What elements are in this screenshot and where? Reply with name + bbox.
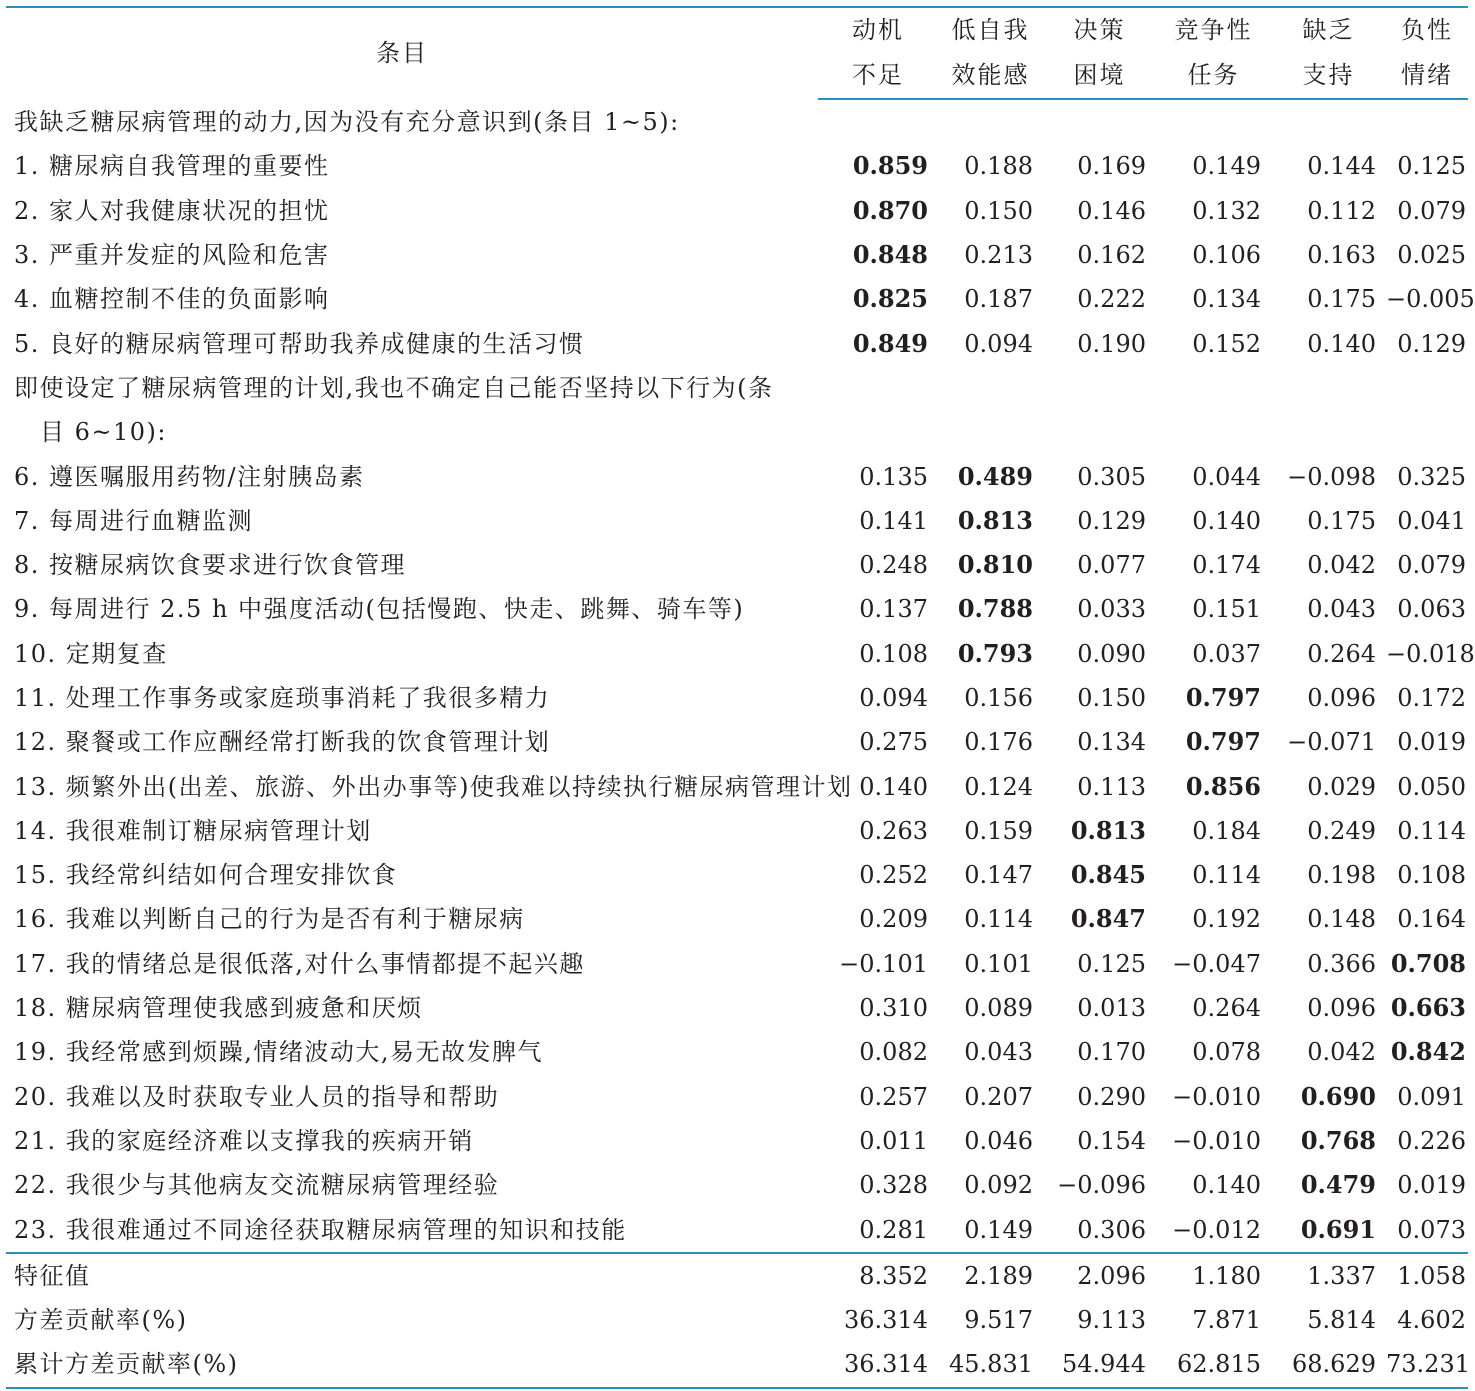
loading-cell: [1386, 942, 1468, 986]
item-label: 10. 定期复查: [14, 639, 168, 668]
loading-cell: [1271, 1163, 1386, 1207]
column-header-competing-tasks-line2: 任务: [1156, 53, 1271, 99]
loading-cell: −0.101: [839, 949, 928, 978]
loading-cell: 0.140: [859, 772, 928, 801]
loading-cell: 0.290: [1077, 1082, 1146, 1111]
loading-cell: 0.281: [859, 1215, 928, 1244]
summary-value: 5.814: [1307, 1306, 1376, 1335]
loading-cell: 0.091: [1397, 1082, 1466, 1111]
summary-value: 8.352: [818, 1253, 938, 1298]
empty-cell: [1386, 99, 1468, 144]
loading-cell: 0.140: [1307, 329, 1376, 358]
summary-value: 9.517: [964, 1306, 1033, 1335]
loading-cell: 0.042: [1307, 1038, 1376, 1067]
loading-cell: −0.010: [1172, 1082, 1261, 1111]
loading-value-bold: 0.825: [852, 284, 928, 314]
loading-cell: 0.150: [1077, 684, 1146, 712]
summary-value: 62.815: [1156, 1342, 1271, 1387]
loading-value-bold: 0.813: [957, 505, 1033, 535]
loading-cell: 0.176: [964, 728, 1033, 757]
loading-cell: 0.264: [1192, 994, 1261, 1023]
loading-cell: 0.037: [1192, 639, 1261, 668]
item-label: 2. 家人对我健康状况的担忧: [14, 196, 330, 225]
loading-cell: [938, 632, 1043, 676]
loading-cell: 0.079: [1397, 196, 1466, 225]
table-row: [6, 632, 1468, 676]
loading-cell: 0.094: [964, 329, 1033, 358]
column-header-negative-emotion: 负性: [1386, 7, 1468, 53]
loading-cell: [1386, 1030, 1468, 1074]
loading-cell: 0.190: [1077, 329, 1146, 358]
table-row: [6, 321, 1468, 365]
column-header-competing-tasks: 竞争性: [1156, 7, 1271, 53]
item-label: 19. 我经常感到烦躁,情绪波动大,易无故发脾气: [14, 1038, 544, 1067]
loading-cell: 0.125: [1397, 152, 1466, 181]
loading-cell: 0.044: [1192, 462, 1261, 491]
loading-value-bold: 0.663: [1390, 993, 1466, 1023]
loading-cell: −0.098: [1287, 462, 1376, 491]
item-label: 12. 聚餐或工作应酬经常打断我的饮食管理计划: [14, 728, 551, 757]
loading-cell: −0.047: [1172, 949, 1261, 978]
table-row: [6, 1163, 1468, 1207]
loading-cell: 0.169: [1077, 152, 1146, 181]
empty-cell: [938, 99, 1043, 144]
loading-cell: 0.042: [1307, 551, 1376, 580]
loading-cell: 0.013: [1077, 994, 1146, 1023]
loading-cell: 0.092: [964, 1171, 1033, 1200]
empty-cell: [1271, 99, 1386, 144]
loading-cell: 0.149: [964, 1215, 1033, 1244]
table-row: [6, 1030, 1468, 1074]
section-header-text: 即使设定了糖尿病管理的计划,我也不确定自己能否坚持以下行为(条: [14, 373, 774, 402]
loading-cell: 0.252: [859, 861, 928, 890]
empty-cell: [1043, 366, 1156, 410]
loading-cell: −0.071: [1287, 728, 1376, 757]
loading-cell: 0.079: [1397, 551, 1466, 580]
empty-cell: [818, 366, 938, 410]
summary-label: 方差贡献率(%): [14, 1306, 188, 1335]
loading-cell: 0.019: [1397, 1171, 1466, 1200]
loading-cell: 0.213: [964, 241, 1033, 270]
loading-cell: 0.124: [964, 772, 1033, 801]
loading-cell: −0.012: [1172, 1215, 1261, 1244]
loading-cell: 0.192: [1192, 905, 1261, 934]
table-row: [6, 720, 1468, 764]
loading-cell: 0.154: [1077, 1126, 1146, 1155]
loading-cell: [1271, 1119, 1386, 1163]
item-label: 6. 遵医嘱服用药物/注射胰岛素: [14, 462, 365, 491]
loading-cell: 0.113: [1077, 772, 1146, 801]
summary-value: 45.831: [938, 1342, 1043, 1387]
loading-cell: 0.114: [964, 905, 1033, 934]
loading-cell: [818, 321, 938, 365]
loading-cell: 0.149: [1192, 152, 1261, 181]
summary-value: 1.180: [1156, 1253, 1271, 1298]
loading-cell: 0.144: [1307, 152, 1376, 181]
item-label: 4. 血糖控制不佳的负面影响: [14, 285, 330, 314]
loading-cell: 0.096: [1307, 994, 1376, 1023]
loading-cell: 0.134: [1077, 728, 1146, 757]
table-row: [6, 189, 1468, 233]
loading-cell: 0.114: [1397, 816, 1466, 845]
empty-cell: [1043, 410, 1156, 454]
summary-row: [6, 1253, 1468, 1298]
loading-cell: [1043, 853, 1156, 897]
table-row: [6, 676, 1468, 720]
loading-cell: 0.025: [1397, 241, 1466, 270]
loading-cell: 0.029: [1307, 772, 1376, 801]
item-label: 22. 我很少与其他病友交流糖尿病管理经验: [14, 1171, 500, 1200]
item-label: 21. 我的家庭经济难以支撑我的疾病开销: [14, 1126, 474, 1155]
loading-cell: 0.366: [1307, 949, 1376, 978]
loading-value-bold: 0.813: [1070, 815, 1146, 845]
column-header-item: 条目: [6, 7, 818, 99]
summary-value: 36.314: [818, 1342, 938, 1387]
section-header-row: [6, 99, 1468, 144]
table-row: [6, 587, 1468, 631]
item-label: 18. 糖尿病管理使我感到疲惫和厌烦: [14, 994, 423, 1023]
loading-cell: 0.019: [1397, 728, 1466, 757]
item-label: 20. 我难以及时获取专业人员的指导和帮助: [14, 1082, 500, 1111]
loading-cell: [1386, 986, 1468, 1030]
summary-value: 73.231: [1386, 1342, 1468, 1387]
loading-cell: 0.159: [964, 816, 1033, 845]
loading-cell: [818, 189, 938, 233]
summary-value: 1.058: [1386, 1253, 1468, 1298]
item-label: 13. 频繁外出(出差、旅游、外出办事等)使我难以持续执行糖尿病管理计划: [14, 772, 853, 801]
section-header-row: [6, 410, 1468, 454]
loading-value-bold: 0.479: [1300, 1170, 1376, 1200]
loading-cell: 0.151: [1192, 595, 1261, 624]
table-row: [6, 809, 1468, 853]
loading-cell: [1156, 720, 1271, 764]
loading-cell: 0.174: [1192, 551, 1261, 580]
summary-value: 2.189: [938, 1253, 1043, 1298]
loading-cell: 0.325: [1397, 462, 1466, 491]
summary-value: 7.871: [1192, 1306, 1261, 1335]
table-row: [6, 853, 1468, 897]
loading-cell: [938, 499, 1043, 543]
loading-cell: 0.073: [1397, 1215, 1466, 1244]
loading-cell: 0.129: [1397, 329, 1466, 358]
loading-cell: −0.018: [1386, 639, 1475, 668]
empty-cell: [938, 366, 1043, 410]
loading-cell: [818, 277, 938, 321]
column-header-decision-line2: 困境: [1043, 53, 1156, 99]
section-header-text: 目 6~10):: [40, 418, 167, 447]
loading-cell: 0.207: [964, 1082, 1033, 1111]
loading-value-bold: 0.797: [1185, 727, 1261, 757]
loading-cell: 0.043: [964, 1038, 1033, 1067]
column-header-self-efficacy: 低自我: [938, 7, 1043, 53]
table-row: [6, 543, 1468, 587]
summary-value: 36.314: [844, 1306, 928, 1335]
loading-cell: 0.135: [859, 462, 928, 491]
table-row: [6, 1207, 1468, 1252]
loading-cell: [938, 543, 1043, 587]
loading-cell: 0.328: [859, 1171, 928, 1200]
loading-value-bold: 0.856: [1185, 771, 1261, 801]
table-header: [6, 7, 1468, 99]
loading-cell: 0.108: [859, 639, 928, 668]
loading-value-bold: 0.489: [957, 461, 1033, 491]
column-header-decision: 决策: [1043, 7, 1156, 53]
summary-label: 特征值: [6, 1253, 818, 1298]
loading-cell: 0.188: [964, 152, 1033, 181]
loading-cell: −0.005: [1386, 285, 1475, 314]
loading-cell: 0.101: [964, 949, 1033, 978]
loading-cell: 0.264: [1307, 639, 1376, 668]
loading-value-bold: 0.690: [1300, 1081, 1376, 1111]
loading-cell: 0.148: [1307, 905, 1376, 934]
empty-cell: [1043, 99, 1156, 144]
loading-cell: 0.112: [1307, 196, 1376, 225]
summary-value: 4.602: [1397, 1306, 1466, 1335]
loading-cell: [938, 454, 1043, 498]
loading-value-bold: 0.788: [957, 594, 1033, 624]
loading-cell: 0.150: [964, 196, 1033, 225]
loading-cell: [818, 233, 938, 277]
table-row: [6, 942, 1468, 986]
loading-cell: 0.172: [1397, 684, 1466, 712]
table-row: [6, 1075, 1468, 1119]
loading-value-bold: 0.691: [1300, 1214, 1376, 1244]
loading-value-bold: 0.848: [852, 240, 928, 270]
empty-cell: [1271, 366, 1386, 410]
column-header-support-line2: 支持: [1271, 53, 1386, 99]
loading-cell: 0.132: [1192, 196, 1261, 225]
loading-value-bold: 0.845: [1070, 860, 1146, 890]
empty-cell: [938, 410, 1043, 454]
loading-cell: 0.114: [1192, 861, 1261, 890]
loading-cell: [818, 144, 938, 188]
summary-value: 9.113: [1077, 1306, 1146, 1335]
loading-cell: 0.090: [1077, 639, 1146, 668]
item-label: 16. 我难以判断自己的行为是否有利于糖尿病: [14, 905, 525, 934]
loading-value-bold: 0.870: [852, 195, 928, 225]
table-row: [6, 499, 1468, 543]
loading-cell: 0.305: [1077, 462, 1146, 491]
table-row: [6, 277, 1468, 321]
summary-row: [6, 1298, 1468, 1342]
loading-cell: 0.175: [1307, 285, 1376, 314]
item-label: 17. 我的情绪总是很低落,对什么事情都提不起兴趣: [14, 949, 585, 978]
item-label: 3. 严重并发症的风险和危害: [14, 241, 330, 270]
loading-cell: 0.275: [859, 728, 928, 757]
column-header-negative-emotion-line2: 情绪: [1386, 53, 1468, 99]
loading-cell: [1156, 676, 1271, 720]
loading-cell: 0.184: [1192, 816, 1261, 845]
loading-cell: 0.096: [1307, 684, 1376, 712]
table-row: [6, 764, 1468, 808]
table-row: [6, 897, 1468, 941]
loading-value-bold: 0.708: [1390, 948, 1466, 978]
summary-row: [6, 1342, 1468, 1387]
item-label: 15. 我经常纠结如何合理安排饮食: [14, 861, 398, 890]
loading-cell: 0.140: [1192, 506, 1261, 535]
loading-cell: 0.170: [1077, 1038, 1146, 1067]
item-label: 8. 按糖尿病饮食要求进行饮食管理: [14, 551, 407, 580]
loading-cell: 0.306: [1077, 1215, 1146, 1244]
loading-cell: 0.011: [859, 1126, 928, 1155]
loading-cell: 0.033: [1077, 595, 1146, 624]
loading-value-bold: 0.768: [1300, 1125, 1376, 1155]
factor-loading-table: [6, 6, 1475, 1389]
item-label: 9. 每周进行 2.5 h 中强度活动(包括慢跑、快走、跳舞、骑车等): [14, 595, 745, 624]
summary-value: 2.096: [1043, 1253, 1156, 1298]
loading-cell: 0.222: [1077, 285, 1146, 314]
item-label: 23. 我很难通过不同途径获取糖尿病管理的知识和技能: [14, 1215, 627, 1244]
column-header-support: 缺乏: [1271, 7, 1386, 53]
loading-cell: 0.041: [1397, 506, 1466, 535]
loading-cell: [938, 587, 1043, 631]
loading-cell: 0.226: [1397, 1126, 1466, 1155]
loading-cell: 0.162: [1077, 241, 1146, 270]
loading-cell: 0.310: [859, 994, 928, 1023]
loading-value-bold: 0.842: [1390, 1037, 1466, 1067]
table-row: [6, 986, 1468, 1030]
empty-cell: [1386, 410, 1468, 454]
loading-cell: 0.163: [1307, 241, 1376, 270]
loading-value-bold: 0.793: [957, 638, 1033, 668]
loading-cell: 0.043: [1307, 595, 1376, 624]
loading-cell: 0.248: [859, 551, 928, 580]
empty-cell: [818, 99, 938, 144]
item-label: 7. 每周进行血糖监测: [14, 506, 254, 535]
loading-cell: 0.156: [964, 684, 1033, 712]
loading-cell: 0.063: [1397, 595, 1466, 624]
loading-cell: 0.134: [1192, 285, 1261, 314]
loading-value-bold: 0.810: [957, 550, 1033, 580]
loading-cell: 0.249: [1307, 816, 1376, 845]
loading-value-bold: 0.849: [852, 328, 928, 358]
loading-cell: 0.077: [1077, 551, 1146, 580]
summary-value: 1.337: [1271, 1253, 1386, 1298]
loading-value-bold: 0.797: [1185, 683, 1261, 712]
section-header-text: 我缺乏糖尿病管理的动力,因为没有充分意识到(条目 1~5):: [14, 107, 680, 136]
loading-cell: 0.046: [964, 1126, 1033, 1155]
loading-value-bold: 0.847: [1070, 904, 1146, 934]
column-header-motivation: 动机: [818, 7, 938, 53]
empty-cell: [1156, 99, 1271, 144]
summary-label: 累计方差贡献率(%): [6, 1342, 818, 1387]
loading-cell: [1043, 809, 1156, 853]
table-row: [6, 454, 1468, 498]
loading-value-bold: 0.859: [852, 151, 928, 181]
loading-cell: 0.146: [1077, 196, 1146, 225]
empty-cell: [1156, 366, 1271, 410]
summary-value: 68.629: [1271, 1342, 1386, 1387]
section-header-row: [6, 366, 1468, 410]
empty-cell: [1386, 366, 1468, 410]
loading-cell: 0.106: [1192, 241, 1261, 270]
empty-cell: [1156, 410, 1271, 454]
loading-cell: 0.129: [1077, 506, 1146, 535]
column-header-motivation-line2: 不足: [818, 53, 938, 99]
loading-cell: [1271, 1207, 1386, 1252]
column-header-self-efficacy-line2: 效能感: [938, 53, 1043, 99]
empty-cell: [1271, 410, 1386, 454]
item-label: 11. 处理工作事务或家庭琐事消耗了我很多精力: [14, 684, 551, 712]
loading-cell: 0.078: [1192, 1038, 1261, 1067]
item-label: 14. 我很难制订糖尿病管理计划: [14, 816, 372, 845]
loading-cell: 0.050: [1397, 772, 1466, 801]
loading-cell: 0.209: [859, 905, 928, 934]
loading-cell: [1156, 764, 1271, 808]
loading-cell: 0.152: [1192, 329, 1261, 358]
loading-cell: 0.125: [1077, 949, 1146, 978]
loading-cell: −0.096: [1057, 1171, 1146, 1200]
loading-cell: 0.187: [964, 285, 1033, 314]
table-row: [6, 1119, 1468, 1163]
loading-cell: [1043, 897, 1156, 941]
item-label: 5. 良好的糖尿病管理可帮助我养成健康的生活习惯: [14, 329, 585, 358]
table-row: [6, 144, 1468, 188]
loading-cell: 0.089: [964, 994, 1033, 1023]
loading-cell: 0.094: [859, 684, 928, 712]
loading-cell: 0.108: [1397, 861, 1466, 890]
loading-cell: 0.140: [1192, 1171, 1261, 1200]
loading-cell: 0.198: [1307, 861, 1376, 890]
loading-cell: 0.141: [859, 506, 928, 535]
loading-cell: 0.257: [859, 1082, 928, 1111]
table-body: [6, 99, 1475, 1388]
loading-cell: 0.147: [964, 861, 1033, 890]
table-row: [6, 233, 1468, 277]
loading-cell: 0.137: [859, 595, 928, 624]
summary-value: 54.944: [1043, 1342, 1156, 1387]
empty-cell: [818, 410, 938, 454]
item-label: 1. 糖尿病自我管理的重要性: [14, 152, 330, 181]
loading-cell: [1271, 1075, 1386, 1119]
loading-cell: 0.175: [1307, 506, 1376, 535]
loading-cell: 0.082: [859, 1038, 928, 1067]
loading-cell: 0.164: [1397, 905, 1466, 934]
loading-cell: −0.010: [1172, 1126, 1261, 1155]
loading-cell: 0.263: [859, 816, 928, 845]
